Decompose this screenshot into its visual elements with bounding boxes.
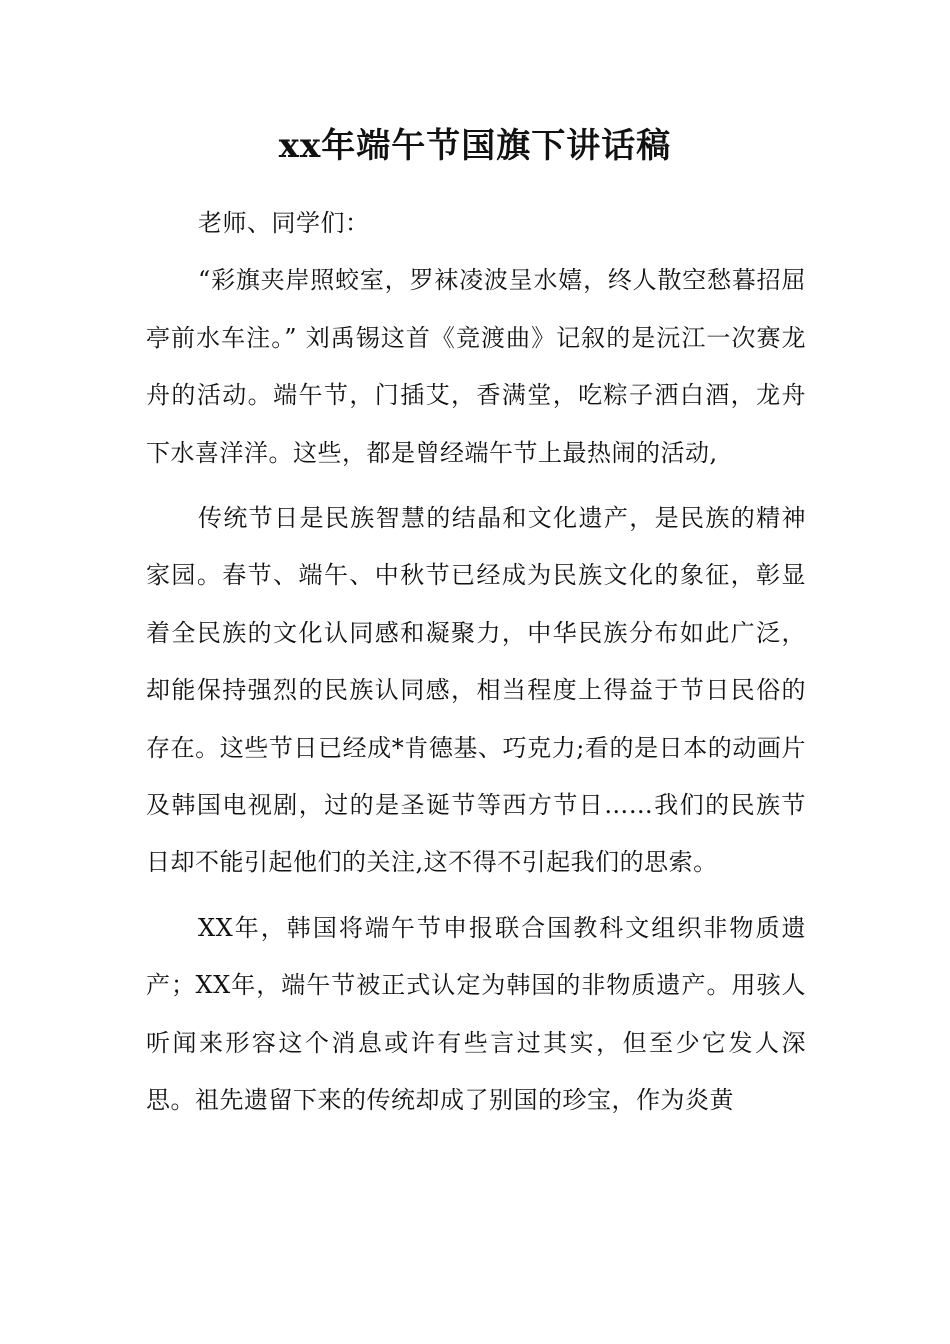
document-title: xx年端午节国旗下讲话稿 (278, 126, 672, 166)
paragraph-korea-heritage: XX年，韩国将端午节申报联合国教科文组织非物质遗产；XX年，端午节被正式认定为韩国的非物质遗产。用骇人听闻来形容这个消息或许有些言过其实，但至少它发人深思。祖先遗留下来的传统却成了别国的珍宝，作为炎黄 (146, 913, 806, 1115)
paragraph-dragon-boat-poem: “彩旗夹岸照蛟室，罗袜凌波呈水嬉，终人散空愁暮招屈亭前水车注。” 刘禹锡这首《竞渡曲》记叙的是沅江一次赛龙舟的活动。端午节，门插艾，香满堂，吃粽子洒白酒，龙舟下水喜洋洋。这些，都是曾经端午节上最热闹的活动, (146, 266, 806, 467)
document-body (146, 195, 806, 1130)
greeting-line: 老师、同学们： (198, 209, 370, 237)
paragraph-traditional-festivals: 传统节日是民族智慧的结晶和文化遗产，是民族的精神家园。春节、端午、中秋节已经成为民族文化的象征，彰显着全民族的文化认同感和凝聚力，中华民族分布如此广泛，却能保持强烈的民族认同感，相当程度上得益于节日民俗的存在。这些节日已经成*肯德基、巧克力;看的是日本的动画片及韩国电视剧，过的是圣诞节等西方节日……我们的民族节日却不能引起他们的关注,这不得不引起我们的思索。 (146, 504, 806, 877)
